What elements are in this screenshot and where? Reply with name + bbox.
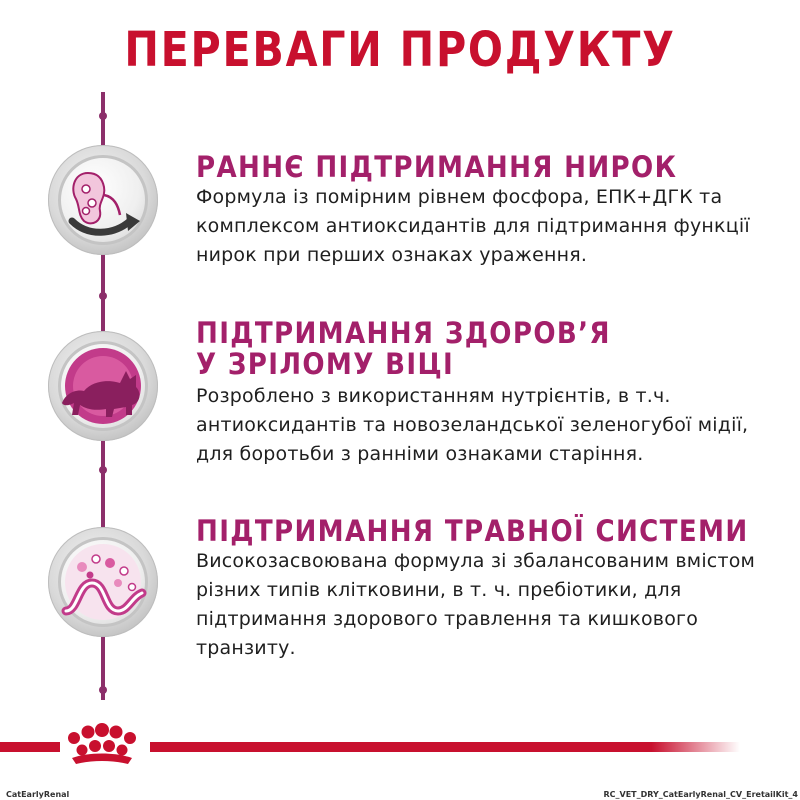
benefit-text: Розроблено з використанням нутрієнтів, в т.ч. антиоксидантів та новозеландської зеленогубої мідії, для боротьби з ранніми ознаками старіння.: [196, 385, 749, 465]
benefit-text: Високозасвоювана формула зі збалансованим вмістом різних типів клітковини, в т. ч. пребіотики, для підтримання здорового травлення та кишкового транзиту.: [196, 550, 756, 659]
page-title: ПЕРЕВАГИ ПРОДУКТУ: [124, 22, 676, 78]
footer-note: RC_VET_DRY_CatEarlyRenal_CV_EretailKit_4: [603, 790, 798, 799]
footer-note: CatEarlyRenal: [6, 790, 70, 799]
kidney-icon: [48, 145, 158, 255]
timeline-dot: [99, 686, 107, 694]
digestive-icon: [48, 527, 158, 637]
timeline-dot: [99, 466, 107, 474]
footer-red-bar: [0, 742, 60, 752]
royal-canin-crown-logo: [62, 722, 142, 768]
footer-red-bar: [150, 742, 740, 752]
benefit-text: Формула із помірним рівнем фосфора, ЕПК+ДГК та комплексом антиоксидантів для підтримання функції нирок при перших ознаках ураження.: [196, 186, 750, 266]
benefit-heading: ПІДТРИМАННЯ ЗДОРОВ’Я У ЗРІЛОМУ ВІЦІ: [196, 316, 611, 381]
timeline-dot: [99, 112, 107, 120]
timeline-dot: [99, 292, 107, 300]
benefit-heading: ПІДТРИМАННЯ ТРАВНОЇ СИСТЕМИ: [196, 514, 749, 548]
benefit-heading: РАННЄ ПІДТРИМАННЯ НИРОК: [196, 150, 678, 184]
cat-icon: [48, 331, 158, 441]
